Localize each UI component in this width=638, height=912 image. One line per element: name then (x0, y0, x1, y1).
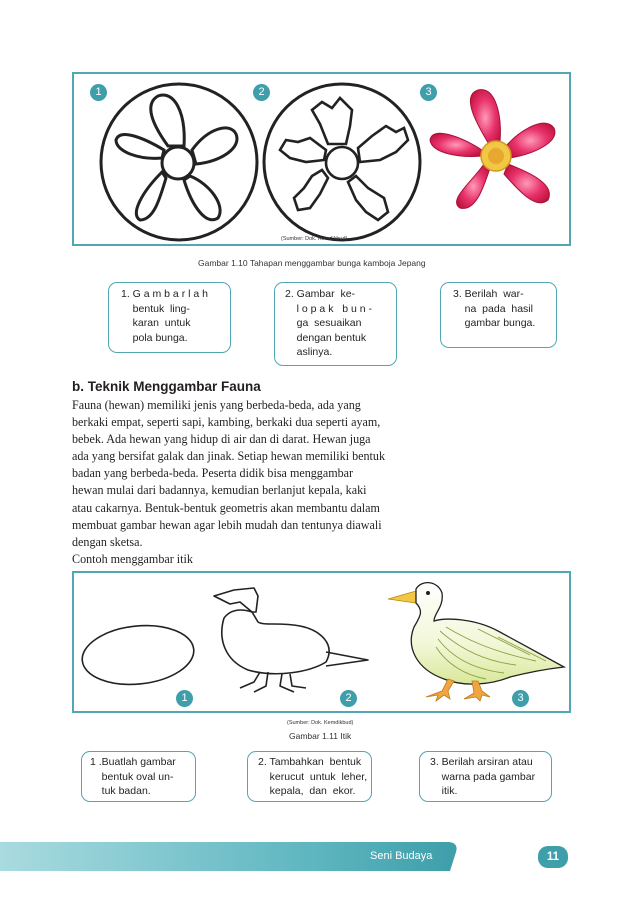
duck-note-3-line: 3. Berilah arsiran atau (430, 756, 533, 768)
duck-note-3 (419, 751, 552, 802)
flower-note-2 (274, 282, 397, 366)
flower-figure-source: (Sumber: Dok. Kemdikbud) (281, 236, 348, 242)
flower-step-1-badge: 1 (90, 84, 107, 101)
duck-sketch-step-1 (80, 622, 202, 688)
flower-note-1 (108, 282, 231, 353)
flower-note-3-line: 3. Berilah war- (453, 288, 524, 300)
duck-sketch-step-2 (210, 582, 380, 697)
duck-note-1-line: tuk badan. (90, 785, 151, 797)
flower-sketch-step-2 (262, 80, 437, 240)
paragraph-line: atau cakarnya. Bentuk-bentuk geometris akan membantu dalam (72, 500, 380, 515)
duck-note-2-line: 2. Tambahkan bentuk (258, 756, 362, 768)
duck-note-2-line: kerucut untuk leher, (258, 770, 368, 783)
flower-note-3-line: na pada hasil (453, 302, 533, 315)
flower-step-2-badge: 2 (253, 84, 270, 101)
flower-note-2-line: 2. Gambar ke- (285, 288, 356, 300)
section-heading: b. Teknik Menggambar Fauna (72, 379, 261, 394)
flower-note-1-line: 1. G a m b a r l a h (121, 288, 208, 300)
paragraph-line: Fauna (hewan) memiliki jenis yang berbeda-beda, ada yang (72, 398, 361, 412)
flower-note-3-line: gambar bunga. (453, 317, 536, 329)
footer-book-title: Seni Budaya (370, 850, 433, 862)
duck-figure-source: (Sumber: Dok. Kemdikbud) (287, 720, 354, 726)
flower-colored-step-3 (420, 80, 570, 220)
duck-note-2-line: kepala, dan ekor. (258, 785, 356, 797)
paragraph-line: dengan sketsa. (72, 534, 143, 549)
flower-figure-caption: Gambar 1.10 Tahapan menggambar bunga kamboja Jepang (198, 258, 426, 268)
flower-note-1-line: bentuk ling- (121, 302, 190, 315)
flower-note-2-line: aslinya. (285, 346, 333, 358)
paragraph-line: membuat gambar hewan agar lebih mudah dan tentunya diawali (72, 517, 382, 532)
flower-sketch-step-1 (92, 80, 267, 240)
section-paragraph (72, 397, 438, 568)
paragraph-line: badan yang berbeda-beda. Peserta didik bisa menggambar (72, 466, 354, 481)
duck-note-2 (247, 751, 372, 802)
flower-note-1-line: pola bunga. (121, 331, 188, 344)
flower-note-2-line: l o p a k b u n - (285, 302, 372, 315)
page-number: 11 (538, 846, 568, 868)
paragraph-line: Contoh menggambar itik (72, 551, 193, 566)
flower-note-1-line: karan untuk (121, 317, 191, 329)
flower-step-3-badge: 3 (420, 84, 437, 101)
paragraph-line: bebek. Ada hewan yang hidup di air dan di darat. Hewan juga (72, 432, 371, 447)
paragraph-line: hewan mulai dari badannya, kemudian berlanjut kepala, kaki (72, 483, 367, 498)
paragraph-line: berkaki empat, seperti sapi, kambing, berkaki dua seperti ayam, (72, 415, 381, 430)
duck-note-3-line: itik. (430, 785, 458, 797)
duck-note-3-line: warna pada gambar (430, 770, 536, 783)
duck-note-1 (81, 751, 196, 802)
duck-note-1-line: 1 .Buatlah gambar (90, 756, 176, 768)
duck-colored-step-3 (386, 577, 566, 702)
flower-note-3 (440, 282, 557, 348)
duck-figure-caption: Gambar 1.11 Itik (289, 731, 352, 741)
duck-note-1-line: bentuk oval un- (90, 770, 174, 783)
paragraph-line: ada yang bersifat galak dan jinak. Setiap hewan memiliki bentuk (72, 449, 385, 464)
flower-note-2-line: ga sesuaikan (285, 317, 362, 329)
flower-note-2-line: dengan bentuk (285, 331, 367, 344)
duck-step-3-badge: 3 (512, 690, 529, 707)
duck-step-1-badge: 1 (176, 690, 193, 707)
duck-step-2-badge: 2 (340, 690, 357, 707)
